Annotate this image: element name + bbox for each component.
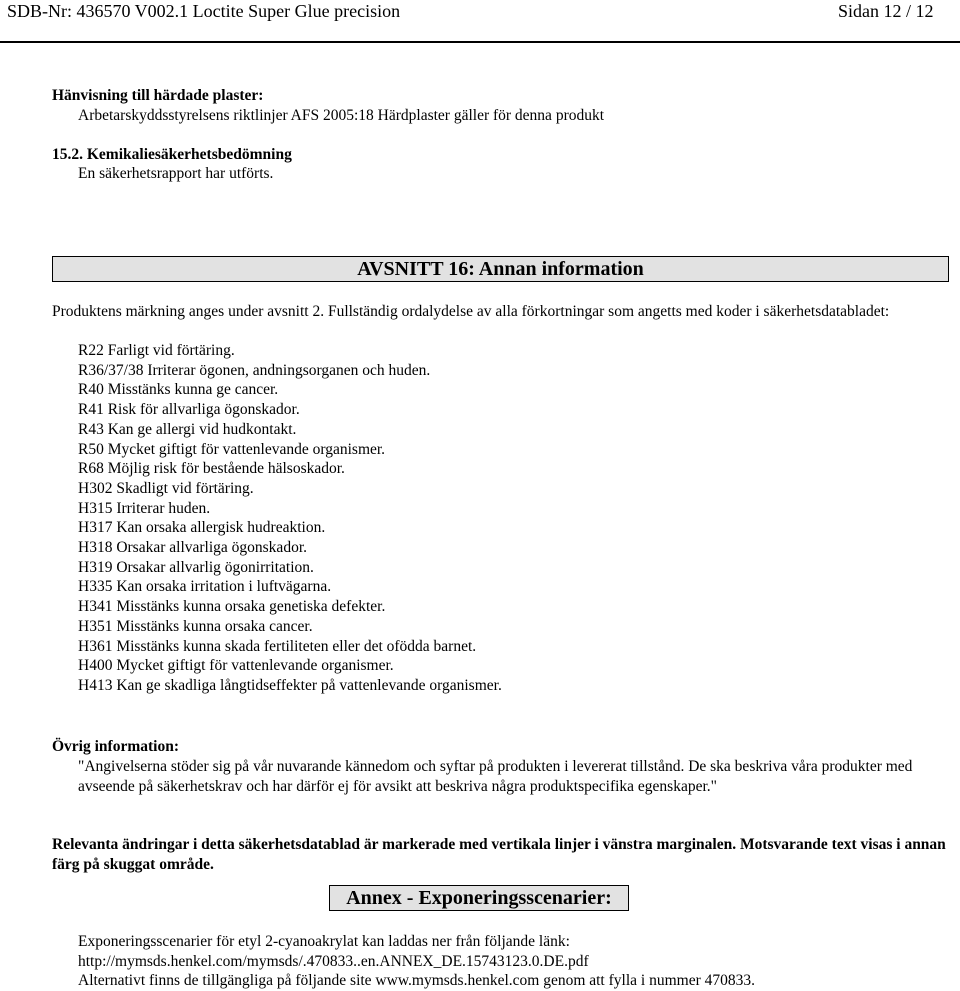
assessment-heading: 15.2. Kemikaliesäkerhetsbedömning (52, 146, 292, 163)
hazard-code-item: H351 Misstänks kunna orsaka cancer. (78, 617, 313, 635)
header-rule (0, 41, 960, 43)
hazard-code-item: H302 Skadligt vid förtäring. (78, 479, 254, 497)
hazard-code-item: H361 Misstänks kunna skada fertiliteten eller det ofödda barnet. (78, 637, 477, 655)
hazard-code-item: R41 Risk för allvarliga ögonskador. (78, 401, 300, 419)
other-info-text: "Angivelserna stöder sig på vår nuvarande kännedom och syftar på produkten i levererat tillstånd. De ska beskriva våra produkter med avseende på säkerhetskrav och har därför ej för avsikt att beskriva några produktspecifika egenskaper." (78, 758, 913, 795)
plastics-text: Arbetarskyddsstyrelsens riktlinjer AFS 2005:18 Härdplaster gäller för denna produkt (78, 107, 605, 124)
hazard-code-item: H317 Kan orsaka allergisk hudreaktion. (78, 519, 326, 537)
hazard-code-item: R50 Mycket giftigt för vattenlevande organismer. (78, 440, 386, 458)
hazard-code-item: H413 Kan ge skadliga långtidseffekter på vattenlevande organismer. (78, 676, 502, 694)
hazard-code-item: H400 Mycket giftigt för vattenlevande organismer. (78, 657, 394, 675)
section-16-intro: Produktens märkning anges under avsnitt 2. Fullständig ordalydelse av alla förkortningar som angetts med koder i säkerhetsdatabladet: (52, 303, 890, 320)
document-header-title: SDB-Nr: 436570 V002.1 Loctite Super Glue precision (7, 1, 401, 21)
hazard-code-list (78, 341, 502, 696)
hazard-code-item: H335 Kan orsaka irritation i luftvägarna. (78, 578, 332, 596)
page-number: Sidan 12 / 12 (838, 1, 934, 21)
hazard-code-item: R43 Kan ge allergi vid hudkontakt. (78, 420, 297, 438)
changes-notice: Relevanta ändringar i detta säkerhetsdatablad är markerade med vertikala linjer i vänstra marginalen. Motsvarande text visas i annan färg på skuggat område. (52, 836, 946, 873)
hazard-code-item: H318 Orsakar allvarliga ögonskador. (78, 539, 307, 557)
hazard-code-item: R40 Misstänks kunna ge cancer. (78, 381, 279, 399)
hazard-code-item: R22 Farligt vid förtäring. (78, 342, 235, 359)
hazard-code-item: H315 Irriterar huden. (78, 499, 211, 517)
hazard-code-item: R68 Möjlig risk för bestående hälsoskador. (78, 460, 345, 478)
annex-alternative-text: Alternativt finns de tillgängliga på följande site www.mymsds.henkel.com genom att fylla i nummer 470833. (78, 972, 755, 989)
hazard-code-item: H341 Misstänks kunna orsaka genetiska defekter. (78, 598, 386, 616)
section-16-title: AVSNITT 16: Annan information (52, 256, 949, 282)
annex-link[interactable]: http://mymsds.henkel.com/mymsds/.470833..en.ANNEX_DE.15743123.0.DE.pdf (78, 953, 589, 970)
plastics-heading: Hänvisning till härdade plaster: (52, 87, 264, 104)
other-info-heading: Övrig information: (52, 738, 179, 755)
hazard-code-item: R36/37/38 Irriterar ögonen, andningsorganen och huden. (78, 361, 431, 379)
assessment-text: En säkerhetsrapport har utförts. (78, 165, 274, 182)
annex-title: Annex - Exponeringsscenarier: (329, 885, 629, 911)
hazard-code-item: H319 Orsakar allvarlig ögonirritation. (78, 558, 314, 576)
annex-text: Exponeringsscenarier för etyl 2-cyanoakrylat kan laddas ner från följande länk: (78, 933, 570, 950)
